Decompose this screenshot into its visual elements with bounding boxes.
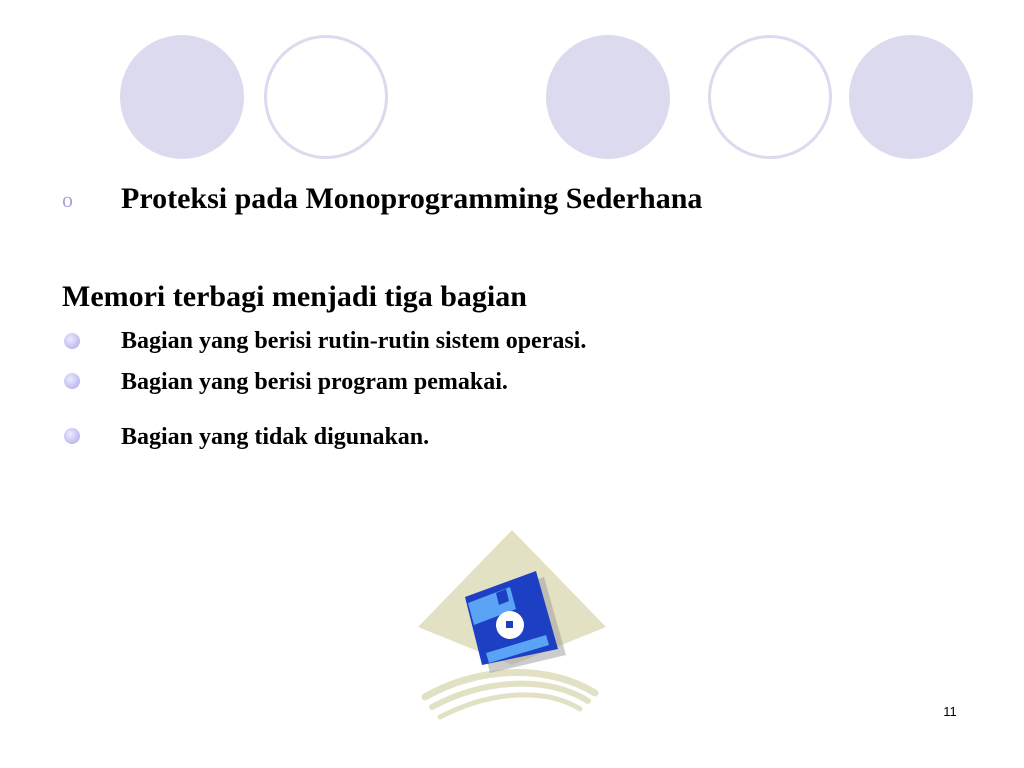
slide-subtitle: Memori terbagi menjadi tiga bagian bbox=[62, 280, 527, 313]
list-item bbox=[0, 366, 900, 398]
decorative-circle-filled bbox=[849, 35, 973, 159]
bullet-dot-icon bbox=[64, 333, 80, 349]
list-item bbox=[0, 325, 900, 357]
bullet-dot-icon bbox=[64, 373, 80, 389]
page-number: 11 bbox=[943, 704, 957, 719]
slide-title: Proteksi pada Monoprogramming Sederhana bbox=[121, 182, 703, 215]
decorative-circle-outline bbox=[264, 35, 388, 159]
decorative-circle-outline bbox=[708, 35, 832, 159]
floppy-disk-icon bbox=[410, 525, 620, 725]
list-item-text: Bagian yang tidak digunakan. bbox=[121, 424, 430, 450]
title-bullet: o bbox=[62, 187, 73, 212]
list-item bbox=[0, 421, 900, 453]
list-item-text: Bagian yang berisi program pemakai. bbox=[121, 369, 508, 395]
list-item-text: Bagian yang berisi rutin-rutin sistem operasi. bbox=[121, 328, 587, 354]
decorative-circle-filled bbox=[120, 35, 244, 159]
clipart-swoosh bbox=[440, 695, 580, 717]
bullet-dot-icon bbox=[64, 428, 80, 444]
decorative-circle-filled bbox=[546, 35, 670, 159]
